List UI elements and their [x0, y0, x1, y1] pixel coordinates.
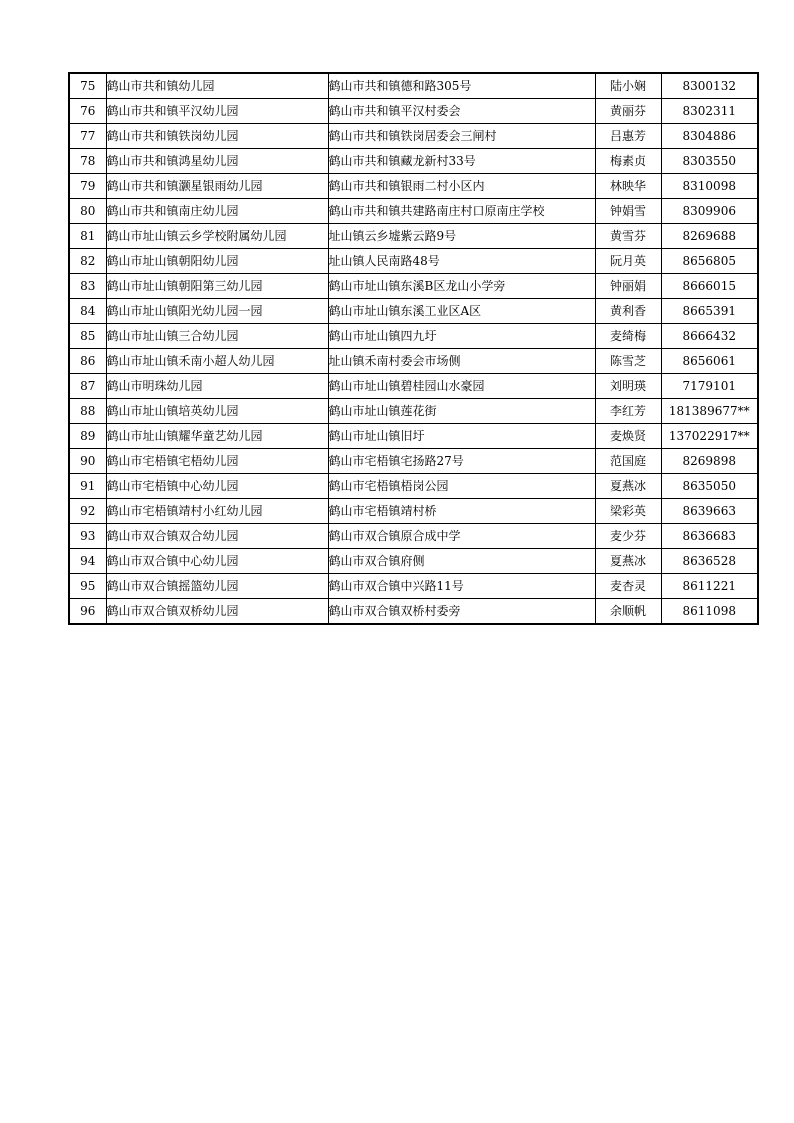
address-cell: 鹤山市共和镇银雨二村小区内: [328, 174, 595, 199]
kindergarten-name-cell: 鹤山市址山镇耀华童艺幼儿园: [106, 424, 328, 449]
row-number-cell: 87: [69, 374, 106, 399]
table-body: [69, 73, 758, 624]
address-cell: 鹤山市共和镇平汉村委会: [328, 99, 595, 124]
kindergarten-name-cell: 鹤山市共和镇平汉幼儿园: [106, 99, 328, 124]
phone-cell: 8269688: [661, 224, 758, 249]
row-number-cell: 76: [69, 99, 106, 124]
contact-person-cell: 林映华: [595, 174, 661, 199]
table-row: [69, 324, 758, 349]
table-row: [69, 99, 758, 124]
row-number-cell: 84: [69, 299, 106, 324]
phone-cell: 8303550: [661, 149, 758, 174]
phone-cell: 8666015: [661, 274, 758, 299]
row-number-cell: 95: [69, 574, 106, 599]
address-cell: 鹤山市址山镇东溪B区龙山小学旁: [328, 274, 595, 299]
table-row: [69, 499, 758, 524]
row-number-cell: 77: [69, 124, 106, 149]
address-cell: 鹤山市双合镇双桥村委旁: [328, 599, 595, 625]
row-number-cell: 80: [69, 199, 106, 224]
row-number-cell: 78: [69, 149, 106, 174]
contact-person-cell: 麦焕贤: [595, 424, 661, 449]
kindergarten-name-cell: 鹤山市址山镇三合幼儿园: [106, 324, 328, 349]
address-cell: 鹤山市双合镇府侧: [328, 549, 595, 574]
kindergarten-name-cell: 鹤山市址山镇朝阳幼儿园: [106, 249, 328, 274]
row-number-cell: 93: [69, 524, 106, 549]
table-row: [69, 349, 758, 374]
row-number-cell: 96: [69, 599, 106, 625]
address-cell: 鹤山市双合镇原合成中学: [328, 524, 595, 549]
row-number-cell: 81: [69, 224, 106, 249]
contact-person-cell: 梁彩英: [595, 499, 661, 524]
contact-person-cell: 李红芳: [595, 399, 661, 424]
kindergarten-name-cell: 鹤山市址山镇云乡学校附属幼儿园: [106, 224, 328, 249]
row-number-cell: 88: [69, 399, 106, 424]
phone-cell: 8635050: [661, 474, 758, 499]
kindergarten-name-cell: 鹤山市双合镇双桥幼儿园: [106, 599, 328, 625]
contact-person-cell: 钟娟雪: [595, 199, 661, 224]
address-cell: 鹤山市址山镇碧桂园山水豪园: [328, 374, 595, 399]
phone-cell: 8639663: [661, 499, 758, 524]
kindergarten-name-cell: 鹤山市共和镇南庄幼儿园: [106, 199, 328, 224]
row-number-cell: 90: [69, 449, 106, 474]
address-cell: 鹤山市宅梧镇宅扬路27号: [328, 449, 595, 474]
contact-person-cell: 黄雪芬: [595, 224, 661, 249]
kindergarten-name-cell: 鹤山市宅梧镇中心幼儿园: [106, 474, 328, 499]
kindergarten-name-cell: 鹤山市址山镇朝阳第三幼儿园: [106, 274, 328, 299]
phone-cell: 8304886: [661, 124, 758, 149]
row-number-cell: 85: [69, 324, 106, 349]
phone-cell: 8656061: [661, 349, 758, 374]
phone-cell: 8300132: [661, 73, 758, 99]
table-row: [69, 549, 758, 574]
row-number-cell: 75: [69, 73, 106, 99]
phone-cell: 181389677**: [661, 399, 758, 424]
row-number-cell: 89: [69, 424, 106, 449]
table-row: [69, 249, 758, 274]
contact-person-cell: 刘明瑛: [595, 374, 661, 399]
kindergarten-name-cell: 鹤山市明珠幼儿园: [106, 374, 328, 399]
phone-cell: 8310098: [661, 174, 758, 199]
table-row: [69, 449, 758, 474]
kindergarten-name-cell: 鹤山市址山镇禾南小超人幼儿园: [106, 349, 328, 374]
table-row: [69, 399, 758, 424]
contact-person-cell: 麦绮梅: [595, 324, 661, 349]
table-row: [69, 124, 758, 149]
kindergarten-name-cell: 鹤山市双合镇摇篮幼儿园: [106, 574, 328, 599]
kindergarten-table: [68, 72, 759, 625]
table-row: [69, 224, 758, 249]
contact-person-cell: 余顺帆: [595, 599, 661, 625]
phone-cell: 8611098: [661, 599, 758, 625]
address-cell: 址山镇禾南村委会市场侧: [328, 349, 595, 374]
kindergarten-name-cell: 鹤山市宅梧镇靖村小红幼儿园: [106, 499, 328, 524]
address-cell: 鹤山市址山镇四九圩: [328, 324, 595, 349]
phone-cell: 8309906: [661, 199, 758, 224]
contact-person-cell: 夏燕冰: [595, 474, 661, 499]
address-cell: 鹤山市共和镇铁岗居委会三闸村: [328, 124, 595, 149]
table-row: [69, 274, 758, 299]
phone-cell: 8665391: [661, 299, 758, 324]
contact-person-cell: 麦少芬: [595, 524, 661, 549]
table-row: [69, 374, 758, 399]
phone-cell: 8269898: [661, 449, 758, 474]
address-cell: 址山镇人民南路48号: [328, 249, 595, 274]
address-cell: 鹤山市共和镇藏龙新村33号: [328, 149, 595, 174]
kindergarten-name-cell: 鹤山市双合镇双合幼儿园: [106, 524, 328, 549]
kindergarten-name-cell: 鹤山市共和镇幼儿园: [106, 73, 328, 99]
contact-person-cell: 阮月英: [595, 249, 661, 274]
kindergarten-name-cell: 鹤山市双合镇中心幼儿园: [106, 549, 328, 574]
address-cell: 鹤山市共和镇共建路南庄村口原南庄学校: [328, 199, 595, 224]
address-cell: 鹤山市共和镇德和路305号: [328, 73, 595, 99]
row-number-cell: 92: [69, 499, 106, 524]
table-row: [69, 474, 758, 499]
address-cell: 鹤山市址山镇莲花街: [328, 399, 595, 424]
phone-cell: 8666432: [661, 324, 758, 349]
table-row: [69, 524, 758, 549]
table-row: [69, 174, 758, 199]
table-row: [69, 574, 758, 599]
address-cell: 鹤山市址山镇旧圩: [328, 424, 595, 449]
table-row: [69, 599, 758, 625]
contact-person-cell: 范国庭: [595, 449, 661, 474]
kindergarten-name-cell: 鹤山市宅梧镇宅梧幼儿园: [106, 449, 328, 474]
phone-cell: 8656805: [661, 249, 758, 274]
contact-person-cell: 陆小娴: [595, 73, 661, 99]
phone-cell: 8636683: [661, 524, 758, 549]
row-number-cell: 82: [69, 249, 106, 274]
contact-person-cell: 梅素贞: [595, 149, 661, 174]
table-row: [69, 149, 758, 174]
address-cell: 鹤山市宅梧镇靖村桥: [328, 499, 595, 524]
kindergarten-name-cell: 鹤山市址山镇培英幼儿园: [106, 399, 328, 424]
address-cell: 鹤山市宅梧镇梧岗公园: [328, 474, 595, 499]
address-cell: 鹤山市址山镇东溪工业区A区: [328, 299, 595, 324]
contact-person-cell: 麦杏灵: [595, 574, 661, 599]
phone-cell: 7179101: [661, 374, 758, 399]
row-number-cell: 94: [69, 549, 106, 574]
phone-cell: 8302311: [661, 99, 758, 124]
row-number-cell: 91: [69, 474, 106, 499]
phone-cell: 137022917**: [661, 424, 758, 449]
contact-person-cell: 钟丽娟: [595, 274, 661, 299]
contact-person-cell: 陈雪芝: [595, 349, 661, 374]
row-number-cell: 86: [69, 349, 106, 374]
contact-person-cell: 夏燕冰: [595, 549, 661, 574]
kindergarten-name-cell: 鹤山市址山镇阳光幼儿园一园: [106, 299, 328, 324]
table-row: [69, 299, 758, 324]
table-row: [69, 73, 758, 99]
contact-person-cell: 黄丽芬: [595, 99, 661, 124]
kindergarten-name-cell: 鹤山市共和镇铁岗幼儿园: [106, 124, 328, 149]
table-row: [69, 424, 758, 449]
row-number-cell: 83: [69, 274, 106, 299]
phone-cell: 8611221: [661, 574, 758, 599]
kindergarten-name-cell: 鹤山市共和镇鸿星幼儿园: [106, 149, 328, 174]
row-number-cell: 79: [69, 174, 106, 199]
contact-person-cell: 吕惠芳: [595, 124, 661, 149]
kindergarten-name-cell: 鹤山市共和镇灏星银雨幼儿园: [106, 174, 328, 199]
table-row: [69, 199, 758, 224]
address-cell: 址山镇云乡墟紫云路9号: [328, 224, 595, 249]
address-cell: 鹤山市双合镇中兴路11号: [328, 574, 595, 599]
phone-cell: 8636528: [661, 549, 758, 574]
contact-person-cell: 黄利香: [595, 299, 661, 324]
